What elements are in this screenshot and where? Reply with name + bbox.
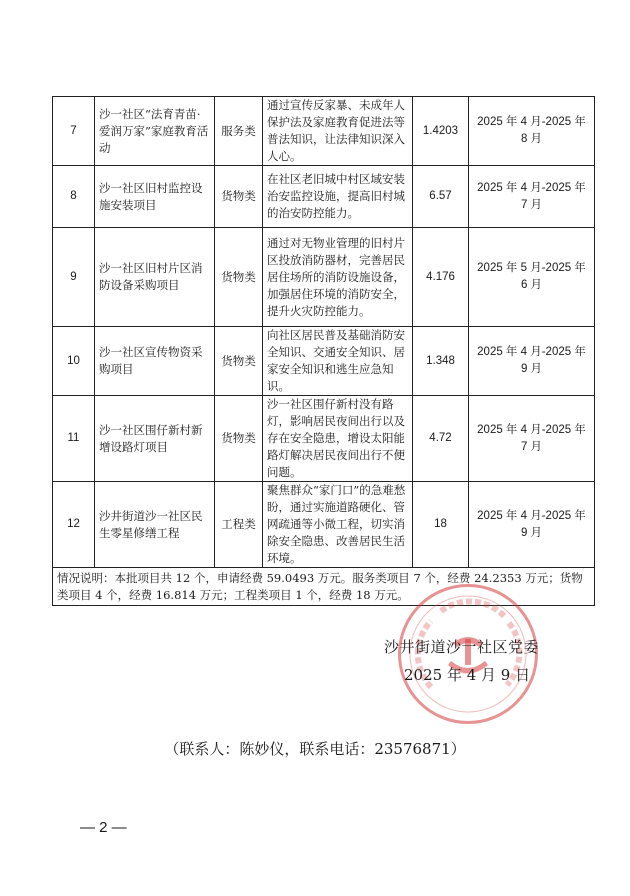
summary-text: 情况说明：本批项目共 12 个，申请经费 59.0493 万元。服务类项目 7 个，经费 24.2353 万元；货物类项目 4 个，经费 16.814 万元；工程类项目 1 个，经费 18 万元。 bbox=[53, 568, 595, 606]
project-description: 通过宣传反家暴、未成年人保护法及家庭教育促进法等普法知识，让法律知识深入人心。 bbox=[263, 97, 413, 166]
project-name: 沙一社区“法育青苗·爱润万家”家庭教育活动 bbox=[95, 97, 215, 166]
signer-name: 沙井街道沙一社区党委 bbox=[384, 638, 540, 656]
row-number: 8 bbox=[53, 166, 95, 228]
project-budget: 1.4203 bbox=[413, 97, 469, 166]
project-name: 沙一社区旧村片区消防设备采购项目 bbox=[95, 228, 215, 327]
project-budget: 6.57 bbox=[413, 166, 469, 228]
row-number: 9 bbox=[53, 228, 95, 327]
project-type: 货物类 bbox=[215, 166, 263, 228]
row-number: 11 bbox=[53, 396, 95, 482]
project-period: 2025 年 4 月-2025 年 9 月 bbox=[469, 482, 595, 568]
project-budget: 18 bbox=[413, 482, 469, 568]
project-description: 向社区居民普及基础消防安全知识、交通安全知识、居家安全知识和逃生应急知识。 bbox=[263, 327, 413, 396]
project-name: 沙井街道沙一社区民生零星修缮工程 bbox=[95, 482, 215, 568]
contact-info: （联系人：陈妙仪，联系电话：23576871） bbox=[164, 740, 466, 758]
row-number: 7 bbox=[53, 97, 95, 166]
project-type: 货物类 bbox=[215, 228, 263, 327]
project-type: 服务类 bbox=[215, 97, 263, 166]
project-type: 工程类 bbox=[215, 482, 263, 568]
project-budget: 1.348 bbox=[413, 327, 469, 396]
table-row bbox=[53, 166, 595, 228]
projects-table bbox=[52, 96, 595, 606]
project-description: 在社区老旧城中村区域安装治安监控设施，提高旧村城的治安防控能力。 bbox=[263, 166, 413, 228]
table-row bbox=[53, 396, 595, 482]
project-period: 2025 年 4 月-2025 年 7 月 bbox=[469, 166, 595, 228]
issue-date: 2025 年 4 月 9 日 bbox=[404, 666, 531, 684]
project-description: 聚焦群众“家门口”的急难愁盼，通过实施道路硬化、管网疏通等小微工程，切实消除安全隐患、改善居民生活环境。 bbox=[263, 482, 413, 568]
project-name: 沙一社区宣传物资采购项目 bbox=[95, 327, 215, 396]
project-period: 2025 年 5 月-2025 年 6 月 bbox=[469, 228, 595, 327]
table-row bbox=[53, 97, 595, 166]
project-period: 2025 年 4 月-2025 年 9 月 bbox=[469, 327, 595, 396]
page-number: — 2 — bbox=[80, 819, 127, 836]
project-period: 2025 年 4 月-2025 年 7 月 bbox=[469, 396, 595, 482]
project-name: 沙一社区围仔新村新增设路灯项目 bbox=[95, 396, 215, 482]
table-row bbox=[53, 482, 595, 568]
project-period: 2025 年 4 月-2025 年 8 月 bbox=[469, 97, 595, 166]
table-row bbox=[53, 228, 595, 327]
row-number: 10 bbox=[53, 327, 95, 396]
table-row bbox=[53, 327, 595, 396]
project-budget: 4.176 bbox=[413, 228, 469, 327]
project-name: 沙一社区旧村监控设施安装项目 bbox=[95, 166, 215, 228]
row-number: 12 bbox=[53, 482, 95, 568]
project-type: 货物类 bbox=[215, 327, 263, 396]
project-description: 沙一社区围仔新村没有路灯，影响居民夜间出行以及存在安全隐患，增设太阳能路灯解决居民夜间出行不便问题。 bbox=[263, 396, 413, 482]
project-description: 通过对无物业管理的旧村片区投放消防器材，完善居民居住场所的消防设施设备，加强居住环境的消防安全，提升火灾防控能力。 bbox=[263, 228, 413, 327]
project-budget: 4.72 bbox=[413, 396, 469, 482]
project-type: 货物类 bbox=[215, 396, 263, 482]
